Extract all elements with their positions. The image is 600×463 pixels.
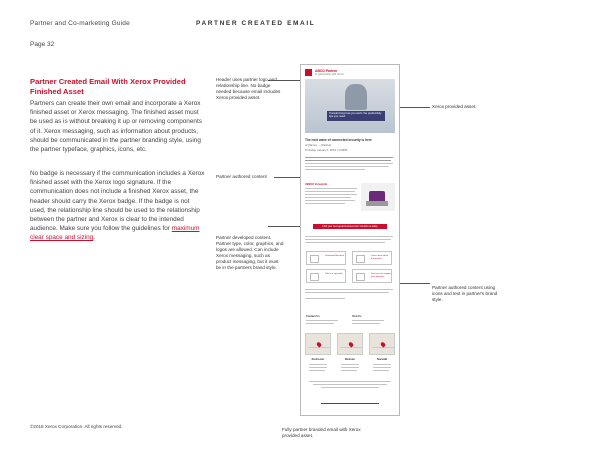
text-line — [309, 381, 391, 382]
footer-link-line[interactable] — [321, 403, 379, 404]
product-image — [361, 183, 395, 211]
support-icon — [356, 273, 365, 281]
email-relationship-line: In partnership with Xerox — [315, 73, 344, 76]
partner-developed-note: Partner developed content. Partner type, color, graphics, and logos are allowed. Can include Xerox messaging, such as product messaging, but it must be in the partners brand style. — [216, 235, 284, 270]
text-line — [352, 323, 380, 324]
icons-content-note: Partner authored content using icons and text in partner's brand style. — [432, 285, 498, 302]
email-brand: ABCD Partner — [315, 69, 338, 73]
text-line — [373, 364, 391, 365]
text-line — [309, 364, 327, 365]
content-heading-line1: Partner Created Email With Xerox Provided — [30, 77, 186, 86]
text-line — [305, 289, 393, 290]
text-line — [305, 188, 357, 189]
hero-text: Transforming how you work: the productivity tips you need. — [329, 112, 382, 119]
location-name: Norwalk — [376, 358, 388, 361]
support-box-label: See how we support your business — [371, 273, 391, 278]
support-box[interactable] — [352, 269, 392, 283]
email-cta-button[interactable]: Find your next great business tool. Contact us today — [313, 224, 387, 229]
section-title: PARTNER CREATED EMAIL — [196, 20, 316, 27]
text-line — [305, 203, 345, 204]
specialist-box-label: Talk to a specialist — [325, 273, 343, 275]
download-box-label: Download Brochure — [325, 255, 345, 257]
location-map[interactable] — [337, 333, 363, 355]
email-footer — [305, 399, 395, 409]
email-meta-greeting: Hi [Name], — [Partner] — [305, 144, 332, 147]
guide-title: Partner and Co-marketing Guide — [30, 20, 130, 27]
chat-icon — [310, 273, 319, 281]
text-line — [341, 364, 359, 365]
xerox-hero-asset — [305, 79, 395, 133]
text-line — [305, 239, 391, 240]
badge-paragraph-text: No badge is necessary if the communication includes a Xerox finished asset with the Xerox logo signature. If the communication does not include a finished Xerox asset, the header should carry the Xerox badge. If the badge is not used, the relationship line should be used to the relationship between the partner and Xerox is clear to the intended audience. Make sure you follow the guidelines for — [30, 170, 205, 233]
text-line — [305, 242, 385, 243]
learn-more-box[interactable] — [352, 251, 392, 265]
partner-logo-icon — [305, 69, 312, 76]
email-mockup — [300, 64, 400, 416]
partner-authored-note: Partner authored content — [216, 174, 267, 179]
text-line — [321, 387, 379, 388]
info-icon — [356, 255, 365, 263]
printer-base-icon — [366, 201, 388, 206]
contact-column-title: Contact Us — [306, 315, 320, 318]
email-meta-date: Thursday, January 1, 20XX | 4:00PM — [305, 149, 348, 152]
text-line — [305, 200, 355, 201]
learn-more-box-label: Learn more about this partner — [371, 255, 389, 260]
text-line — [305, 298, 345, 299]
text-line — [352, 320, 384, 321]
copyright: ©2018 Xerox Corporation. All rights reserved. — [30, 424, 123, 429]
hero-person-image — [345, 84, 367, 110]
text-line — [341, 367, 359, 368]
content-heading — [30, 77, 205, 96]
text-line — [305, 166, 389, 167]
text-line — [373, 370, 389, 371]
header-note: Header uses partner logo and relationship line. No badge needed because email includes Xerox provided asset. — [216, 77, 281, 100]
intro-paragraph: Partners can create their own email and incorporate a Xerox finished asset or Xerox messaging. The finished asset must be used as is without breaking it up or removing components of it. Xerox messaging, such as information about products, should be communicated in the partner branding style, using the partner typeface, graphics, icons, etc. — [30, 100, 202, 154]
text-line — [309, 367, 327, 368]
figure-caption: Fully partner branded email with Xerox provided asset. — [282, 427, 361, 438]
location-map[interactable] — [305, 333, 331, 355]
location-name: Rochester — [311, 358, 325, 361]
specialist-box[interactable] — [306, 269, 346, 283]
location-map[interactable] — [369, 333, 395, 355]
text-line — [305, 197, 351, 198]
download-box[interactable] — [306, 251, 346, 265]
badge-paragraph — [30, 169, 205, 243]
text-line — [305, 169, 365, 170]
text-line — [341, 370, 357, 371]
text-line — [305, 157, 393, 158]
text-line — [305, 236, 393, 237]
clear-space-link[interactable]: maximum clear space and sizing — [30, 225, 200, 242]
location-name: Webster — [344, 358, 356, 361]
text-line — [305, 160, 391, 161]
text-line — [373, 367, 391, 368]
download-icon — [310, 255, 319, 263]
content-heading-line2: Finished Asset — [30, 86, 84, 96]
email-heading: The next wave of connected security is here — [305, 138, 372, 142]
text-line — [309, 370, 325, 371]
badge-paragraph-end: . — [93, 234, 96, 242]
text-line — [313, 384, 387, 385]
product-label: XEROX VersaLink — [305, 183, 328, 186]
email-header — [305, 68, 395, 78]
xerox-asset-note: Xerox provided asset. — [432, 104, 477, 109]
text-line — [305, 163, 393, 164]
text-line — [306, 320, 338, 321]
visit-column-title: Visit Us — [352, 315, 362, 318]
text-line — [305, 292, 389, 293]
page-number: Page 32 — [30, 41, 55, 48]
text-line — [305, 191, 355, 192]
text-line — [305, 194, 357, 195]
text-line — [306, 323, 334, 324]
